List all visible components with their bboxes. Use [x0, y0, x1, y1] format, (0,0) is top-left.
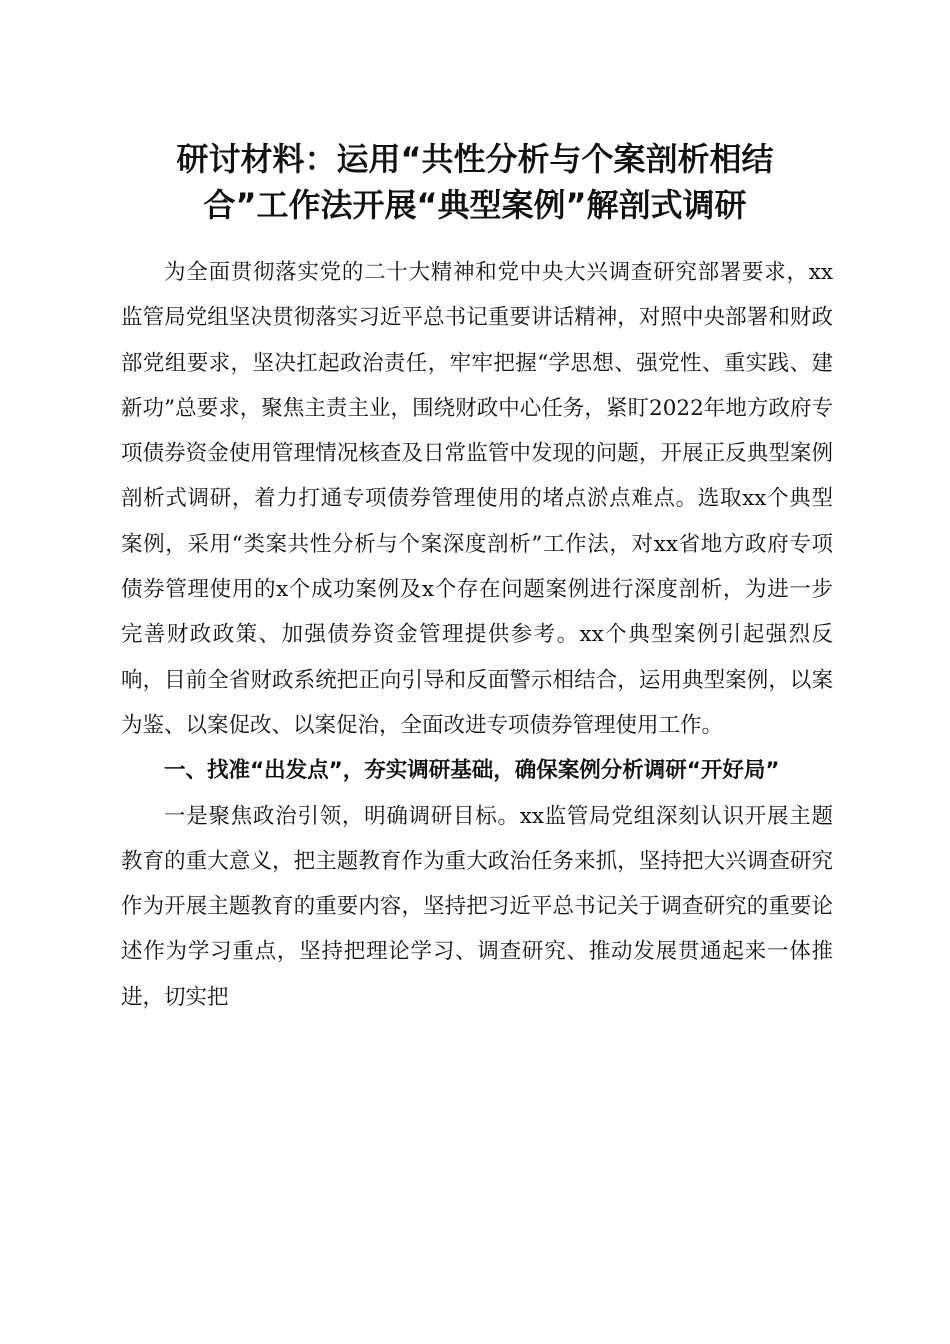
title-line-2: 合”工作法开展“典型案例”解剖式调研 [203, 186, 747, 224]
section-1-paragraph [121, 794, 833, 1020]
paragraph-text: xx监管局党组深刻认识开展主题教育的重大意义，把主题教育作为重大政治任务来抓，坚持把大兴调查研究作为开展主题教育的重要内容，坚持把习近平总书记关于调查研究的重要论述作为学习重点，坚持把理论学习、调查研究、推动发展贯通起来一体推进，切实把 [121, 803, 833, 1010]
intro-paragraph: 为全面贯彻落实党的二十大精神和党中央大兴调查研究部署要求，xx监管局党组坚决贯彻落实习近平总书记重要讲话精神，对照中央部署和财政部党组要求，坚决扛起政治责任，牢牢把握“学思想、强党性、重实践、建新功”总要求，聚焦主责主业，围绕财政中心任务，紧盯2022年地方政府专项债券资金使用管理情况核查及日常监管中发现的问题，开展正反典型案例剖析式调研，着力打通专项债券管理使用的堵点淤点难点。选取xx个典型案例，采用“类案共性分析与个案深度剖析”工作法，对xx省地方政府专项债券管理使用的x个成功案例及x个存在问题案例进行深度剖析，为进一步完善财政政策、加强债券资金管理提供参考。xx个典型案例引起强烈反响，目前全省财政系统把正向引导和反面警示相结合，运用典型案例，以案为鉴、以案促改、以案促治，全面改进专项债券管理使用工作。 [121, 260, 833, 738]
document-title [100, 136, 850, 228]
title-line-1: 研讨材料：运用“共性分析与个案剖析相结 [176, 140, 774, 178]
section-heading-1: 一、找准“出发点”，夯实调研基础，确保案例分析调研“开好局” [164, 758, 780, 784]
paragraph-lead: 一是聚焦政治引领，明确调研目标。 [164, 803, 520, 829]
document-body [121, 250, 833, 1020]
